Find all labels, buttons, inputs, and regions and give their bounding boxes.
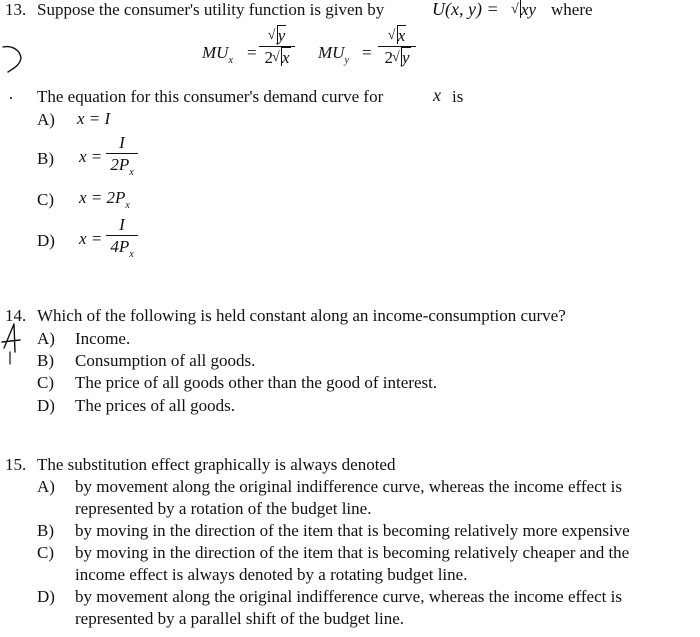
q13-option-d-lhs: x = bbox=[79, 229, 103, 248]
q15-option-d-line1: by movement along the original indifference curve, whereas the income effect is bbox=[75, 587, 622, 606]
q15-option-d-letter: D) bbox=[37, 587, 55, 606]
q15-option-b-line1: by moving in the direction of the item that is becoming relatively more expensive bbox=[75, 521, 630, 540]
q15-text: The substitution effect graphically is always denoted bbox=[37, 455, 396, 474]
q13-prompt-var: x bbox=[433, 85, 441, 105]
q13-option-d-fraction: I $4P_x$ bbox=[106, 216, 138, 255]
q13-option-a-letter: A) bbox=[37, 110, 55, 129]
mux-fraction: √ y 2 √ x bbox=[259, 27, 295, 66]
q15-number: 15. bbox=[5, 455, 27, 474]
q13-option-c-expr: $x = 2P_x$ bbox=[79, 188, 130, 211]
muy-equals: = bbox=[362, 43, 372, 62]
q13-where: where bbox=[551, 0, 593, 19]
q13-option-b-lhs: x = bbox=[79, 147, 103, 166]
q15-option-a-line1: by movement along the original indifference curve, whereas the income effect is bbox=[75, 477, 622, 496]
muy-label: $MU_y$ bbox=[318, 43, 349, 66]
q14-text: Which of the following is held constant along an income-consumption curve? bbox=[37, 306, 566, 325]
q15-option-c-letter: C) bbox=[37, 543, 54, 562]
q14-option-a-text: Income. bbox=[75, 329, 131, 348]
handwritten-mark-14 bbox=[0, 318, 24, 368]
q13-utility-rhs: √ xy bbox=[511, 0, 537, 19]
q15-option-b-letter: B) bbox=[37, 521, 54, 540]
q13-number: 13. bbox=[5, 0, 27, 19]
q14-option-d-text: The prices of all goods. bbox=[75, 396, 236, 415]
q13-option-b-fraction: I $2P_x$ bbox=[106, 134, 138, 173]
mux-equals: = bbox=[247, 43, 257, 62]
q13-option-b-letter: B) bbox=[37, 149, 54, 168]
mux-label: $MU_x$ bbox=[202, 43, 233, 66]
q15-option-a-line2: represented by a rotation of the budget line. bbox=[75, 499, 372, 518]
q13-utility-lhs: U(x, y) = bbox=[432, 0, 499, 19]
muy-fraction: √ x 2 √ y bbox=[378, 27, 416, 66]
q13-option-c-letter: C) bbox=[37, 190, 54, 209]
q15-option-a-letter: A) bbox=[37, 477, 55, 496]
handwritten-mark-13 bbox=[0, 40, 30, 110]
q13-prompt: The equation for this consumer's demand curve for bbox=[37, 87, 384, 106]
q13-text: Suppose the consumer's utility function is given by bbox=[37, 0, 385, 19]
q14-option-b-letter: B) bbox=[37, 351, 54, 370]
q15-option-c-line2: income effect is always denoted by a rotating budget line. bbox=[75, 565, 468, 584]
q14-option-b-text: Consumption of all goods. bbox=[75, 351, 256, 370]
q15-option-d-line2: represented by a parallel shift of the budget line. bbox=[75, 609, 405, 628]
q14-option-a-letter: A) bbox=[37, 329, 55, 348]
q14-number: 14. bbox=[5, 306, 27, 325]
q14-option-c-text: The price of all goods other than the good of interest. bbox=[75, 373, 438, 392]
q13-option-d-letter: D) bbox=[37, 231, 55, 250]
q14-option-d-letter: D) bbox=[37, 396, 55, 415]
q14-option-c-letter: C) bbox=[37, 373, 54, 392]
q15-option-c-line1: by moving in the direction of the item that is becoming relatively cheaper and the bbox=[75, 543, 630, 562]
q13-option-a-expr: x = I bbox=[77, 109, 111, 128]
q13-prompt-end: is bbox=[452, 87, 464, 106]
